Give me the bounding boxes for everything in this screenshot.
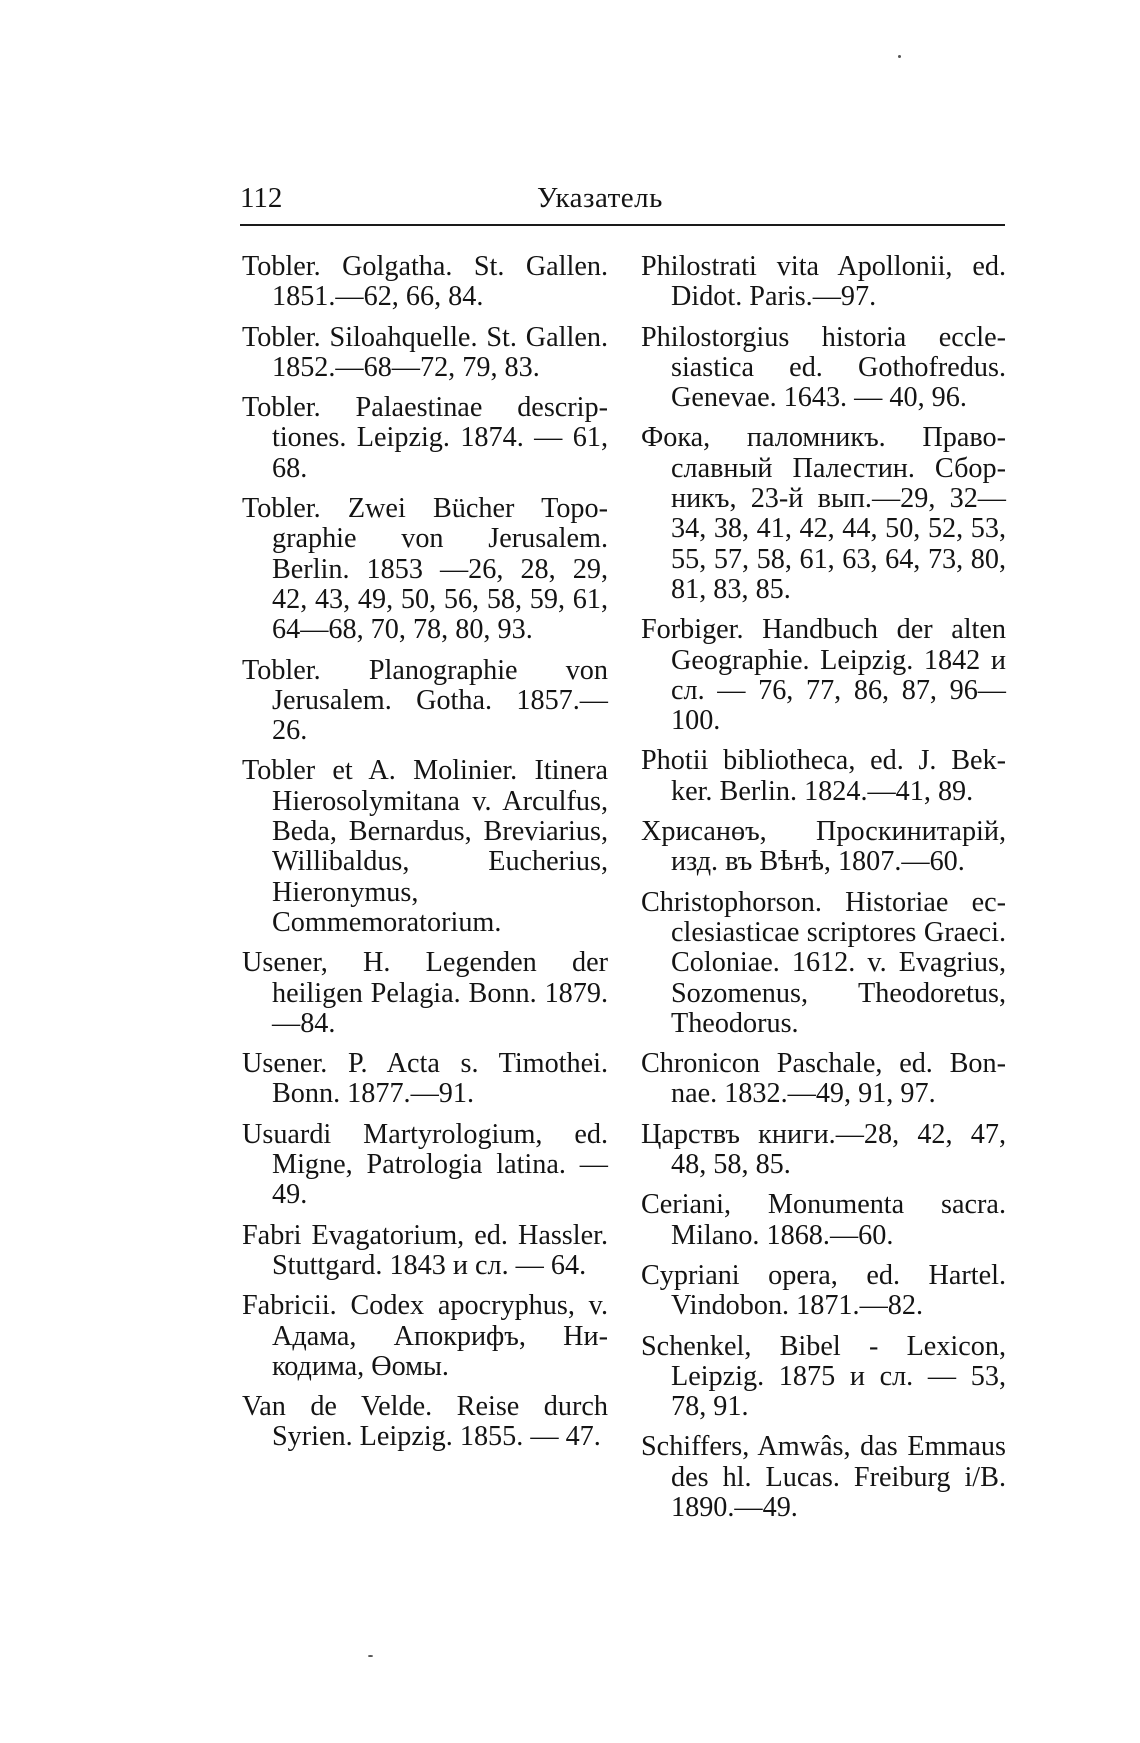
index-entry: Tobler. Planographie von Jerusalem. Gotha. 1857.— 26. [242, 654, 608, 747]
running-title: Указатель [537, 182, 663, 214]
index-column-right [641, 252, 1006, 1533]
index-entry: Philostorgius historia ecclesiastica ed. Gothofredus. Genevae. 1643. — 40, 96. [641, 321, 1006, 414]
index-entry: Schiffers, Amwâs, das Emmaus des hl. Lucas. Freiburg i/B. 1890.—49. [641, 1431, 1006, 1523]
index-entry: Christophorson. Historiae ecclesiasticae scriptores Graeci. Coloniae. 1612. v. Evagrius, Sozomenus, Theodoretus, Theodorus. [641, 886, 1006, 1039]
index-entry: Фока, паломникъ. Православный Палестин. Сборникъ, 23-й вып.—29, 32— 34, 38, 41, 42, 44, 50, 52, 53, 55, 57, 58, 61, 63, 64, 73, 80, 81, 83, 85. [641, 422, 1006, 605]
index-entry: Tobler. Zwei Bücher Topographie von Jerusalem. Berlin. 1853 —26, 28, 29, 42, 43, 49, 50, 56, 58, 59, 61, 64—68, 70, 78, 80, 93. [242, 493, 608, 646]
index-entry: Philostrati vita Apollonii, ed. Didot. Paris.—97. [641, 251, 1006, 313]
index-entry: Tobler. Palaestinae descriptiones. Leipzig. 1874. — 61, 68. [242, 392, 608, 484]
index-column-left [242, 252, 608, 1463]
index-entry: Photii bibliotheca, ed. J. Bekker. Berlin. 1824.—41, 89. [641, 745, 1006, 807]
page-header [240, 178, 1005, 226]
index-entry: Schenkel, Bibel - Lexicon, Leipzig. 1875 и сл. — 53, 78, 91. [641, 1330, 1006, 1423]
index-entry: Cypriani opera, ed. Hartel. Vindobon. 1871.—82. [641, 1259, 1006, 1322]
index-entry: Царствъ книги.—28, 42, 47, 48, 58, 85. [641, 1118, 1006, 1181]
index-entry: Tobler. Golgatha. St. Gallen. 1851.—62, 66, 84. [242, 251, 608, 313]
index-entry: Fabri Evagatorium, ed. Hassler. Stuttgard. 1843 и сл. — 64. [242, 1219, 608, 1281]
index-entry: Chronicon Paschale, ed. Bonnae. 1832.—49, 91, 97. [641, 1048, 1006, 1110]
index-entry: Tobler. Siloahquelle. St. Gallen. 1852.—68—72, 79, 83. [242, 321, 608, 383]
paper-speck [898, 55, 901, 58]
index-entry: Forbiger. Handbuch der alten Geographie. Leipzig. 1842 и сл. — 76, 77, 86, 87, 96—100. [641, 614, 1006, 737]
index-entry: Usener. P. Acta s. Timothei. Bonn. 1877.—91. [242, 1048, 608, 1110]
index-entry: Tobler et A. Molinier. Itinera Hierosolymitana v. Arculfus, Beda, Bernardus, Breviarius, Willibaldus, Eucherius, Hieronymus, Commemoratorium. [242, 755, 608, 938]
index-entry: Usuardi Martyrologium, ed. Migne, Patrologia latina. —49. [242, 1118, 608, 1211]
index-entry: Хрисанөъ, Проскинитарій, изд. въ Вѣнѣ, 1807.—60. [641, 816, 1006, 878]
paper-speck [368, 1655, 373, 1657]
index-entry: Fabricii. Codex apocryphus, v. Адама, Апокрифъ, Никодима, Өомы. [242, 1290, 608, 1382]
page-number: 112 [240, 182, 283, 214]
index-entry: Usener, H. Legenden der heiligen Pelagia. Bonn. 1879.—84. [242, 947, 608, 1039]
index-entry: Ceriani, Monumenta sacra. Milano. 1868.—60. [641, 1189, 1006, 1251]
index-entry: Van de Velde. Reise durch Syrien. Leipzig. 1855. — 47. [242, 1391, 608, 1453]
